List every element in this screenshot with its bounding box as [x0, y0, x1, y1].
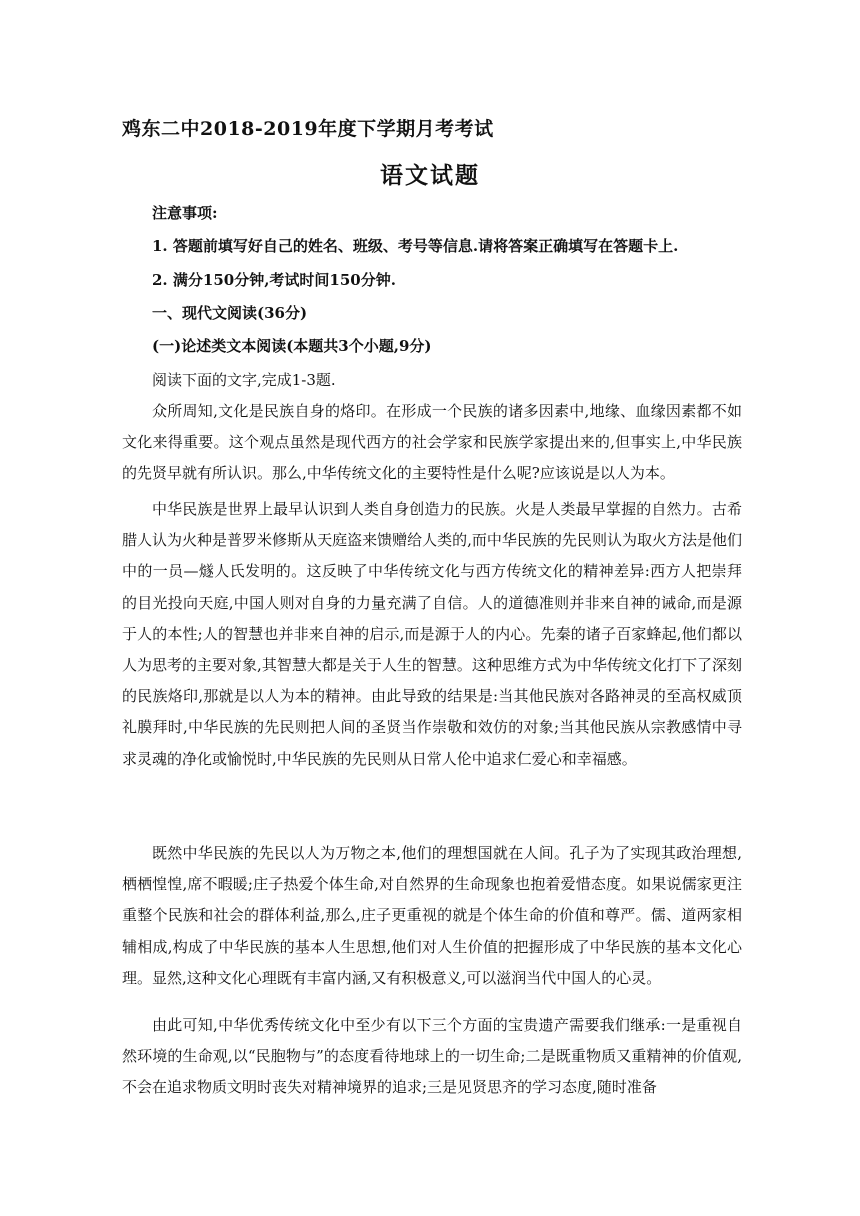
school-title: 鸡东二中2018-2019年度下学期月考考试 [122, 118, 494, 140]
section-heading: 一、现代文阅读(36分) [152, 304, 308, 322]
notice-heading: 注意事项: [152, 204, 218, 222]
passage-paragraph-2: 中华民族是世界上最早认识到人类自身创造力的民族。火是人类最早掌握的自然力。古希腊人认为火种是普罗米修斯从天庭盗来馈赠给人类的,而中华民族的先民则认为取火方法是他们中的一员—燧人氏发明的。这反映了中华传统文化与西方传统文化的精神差异:西方人把崇拜的目光投向天庭,中国人则对自身的力量充满了自信。人的道德准则并非来自神的诫命,而是源于人的本性;人的智慧也并非来自神的启示,而是源于人的内心。先秦的诸子百家蜂起,他们都以人为思考的主要对象,其智慧大都是关于人生的智慧。这种思维方式为中华传统文化打下了深刻的民族烙印,那就是以人为本的精神。由此导致的结果是:当其他民族对各路神灵的至高权威顶礼膜拜时,中华民族的先民则把人间的圣贤当作崇敬和效仿的对象;当其他民族从宗教感情中寻求灵魂的净化或愉悦时,中华民族的先民则从日常人伦中追求仁爱心和幸福感。 [122, 500, 742, 768]
reading-instruction: 阅读下面的文字,完成1-3题. [152, 371, 336, 389]
section-subheading: (一)论述类文本阅读(本题共3个小题,9分) [152, 337, 432, 355]
passage-paragraph-4: 由此可知,中华优秀传统文化中至少有以下三个方面的宝贵遗产需要我们继承:一是重视自然环境的生命观,以“民胞物与”的态度看待地球上的一切生命;二是既重物质又重精神的价值观,不会在追求物质文明时丧失对精神境界的追求;三是见贤思齐的学习态度,随时准备 [122, 1016, 742, 1097]
subject-title: 语文试题 [380, 162, 480, 189]
notice-item-2: 2. 满分150分钟,考试时间150分钟. [152, 271, 396, 289]
passage-paragraph-1: 众所周知,文化是民族自身的烙印。在形成一个民族的诸多因素中,地缘、血缘因素都不如文化来得重要。这个观点虽然是现代西方的社会学家和民族学家提出来的,但事实上,中华民族的先贤早就有所认识。那么,中华传统文化的主要特性是什么呢?应该说是以人为本。 [122, 402, 742, 483]
passage-paragraph-3: 既然中华民族的先民以人为万物之本,他们的理想国就在人间。孔子为了实现其政治理想,栖栖惶惶,席不暇暖;庄子热爱个体生命,对自然界的生命现象也抱着爱惜态度。如果说儒家更注重整个民族和社会的群体利益,那么,庄子更重视的就是个体生命的价值和尊严。儒、道两家相辅相成,构成了中华民族的基本人生思想,他们对人生价值的把握形成了中华民族的基本文化心理。显然,这种文化心理既有丰富内涵,又有积极意义,可以滋润当代中国人的心灵。 [122, 844, 742, 987]
notice-item-1: 1. 答题前填写好自己的姓名、班级、考号等信息.请将答案正确填写在答题卡上. [152, 237, 679, 255]
